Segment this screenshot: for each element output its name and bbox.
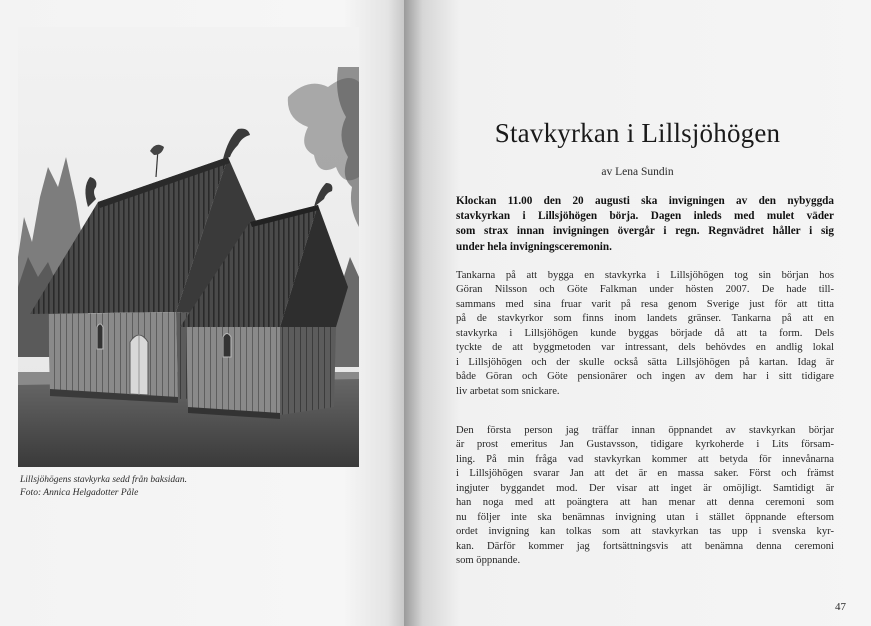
paragraph-line: i Lillsjöhögen och der skulle också sätta Lillsjöhögen på kartan. Idag är	[456, 356, 834, 368]
paragraph-line: han noga med att poängtera att han menar att denna ceremoni som	[456, 497, 834, 509]
paragraph-line: både Göran och Göte pensionärer och ingen av dem har i sitt tidigare	[456, 371, 834, 383]
article-paragraph-2	[456, 424, 834, 569]
lede-line: stavkyrkan i Lillsjöhögen börja. Dagen inleds med mulet väder	[456, 210, 834, 223]
paragraph-line: tyckte de att byggmetoden var intressant, dels behövdes en andlig lokal	[456, 342, 834, 354]
paragraph-line: är prost emeritus Jan Gustavsson, tidigare kyrkoherde i Lits försam-	[456, 439, 834, 451]
paragraph-line: nu följer inte ska benämnas invigning utan i stället öppnande eftersom	[456, 511, 834, 523]
paragraph-line: ordet invigning kan tolkas som att stavkyrkan tas upp i svenska kyr-	[456, 526, 834, 538]
paragraph-line: kan. Därför kommer jag fortsättningsvis att benämna denna ceremoni	[456, 540, 834, 552]
paragraph-line: ling. På min fråga vad stavkyrkan kommer att betyda för innevånarna	[456, 453, 834, 465]
paragraph-line: som öppnande.	[456, 555, 521, 567]
caption-line: Lillsjöhögens stavkyrka sedd från baksidan.	[20, 475, 188, 485]
article-byline: av Lena Sundin	[601, 166, 674, 178]
lede-line: under hela invigningsceremonin.	[456, 240, 612, 253]
paragraph-line: sammans med sina fruar varit på resa genom Sverige just för att titta	[456, 298, 834, 310]
paragraph-line: ingjuter byggandet mod. Der visar att inget är omöjligt. Samtidigt är	[456, 482, 834, 494]
article-lede	[456, 194, 834, 255]
paragraph-line: liv arbetat som snickare.	[456, 385, 560, 397]
paragraph-line: i Lillsjöhögen svarar Jan att det är en massa saker. Först och främst	[456, 468, 834, 480]
photo-caption	[20, 474, 380, 500]
paragraph-line: Den första person jag träffar innan öppnandet av stavkyrkan börjar	[456, 425, 834, 436]
stave-church-photo	[18, 27, 359, 467]
article-title: Stavkyrkan i Lillsjöhögen	[494, 118, 781, 148]
lede-line: Klockan 11.00 den 20 augusti ska invigningen av den nybyggda	[456, 195, 834, 207]
paragraph-line: Göran Nilsson och Göte Falkman under hösten 2007. De hade till-	[456, 284, 834, 296]
paragraph-line: stavkyrka i Lillsjöhögen kunde byggas började då att ta form. Dels	[456, 327, 834, 339]
caption-line: Foto: Annica Helgadotter Påle	[20, 488, 139, 498]
lede-line: som strax innan invigningen övergår i regn. Regnvädret håller i sig	[456, 225, 834, 238]
page-number: 47	[835, 601, 846, 613]
article-paragraph-1	[456, 269, 834, 399]
paragraph-line: på de stavkyrkor som finns inom landets gränser. Tankarna på att en	[456, 313, 834, 325]
paragraph-line: Tankarna på att bygga en stavkyrka i Lillsjöhögen tog sin början hos	[456, 270, 834, 281]
